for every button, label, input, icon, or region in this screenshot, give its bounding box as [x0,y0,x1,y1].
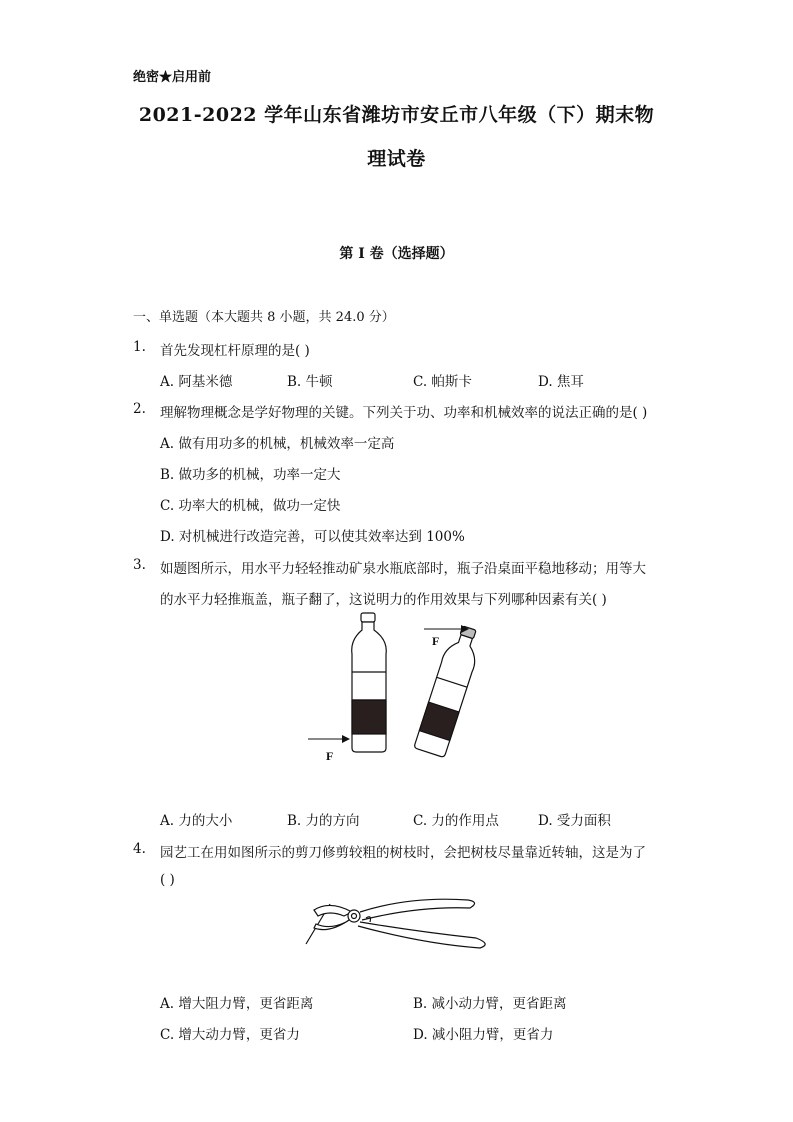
confidential-label: 绝密★启用前 [133,70,212,85]
question-4-number: 4. [133,841,146,857]
question-3-option-a: A. 力的大小 [160,813,233,829]
question-2-number: 2. [133,401,146,417]
question-2-option-c: C. 功率大的机械，做功一定快 [160,498,341,514]
question-1-option-d: D. 焦耳 [538,374,584,390]
question-2-text: 理解物理概念是学好物理的关键。下列关于功、功率和机械效率的说法正确的是( ) [160,405,648,421]
question-4-option-a: A. 增大阻力臂，更省距离 [160,996,314,1012]
question-4-text-line1: 园艺工在用如图所示的剪刀修剪较粗的树枝时，会把树枝尽量靠近转轴，这是为了 [160,845,646,861]
question-1-option-a: A. 阿基米德 [160,374,233,390]
question-3-option-d: D. 受力面积 [538,813,611,829]
question-3-text-line2: 的水平力轻推瓶盖，瓶子翻了，这说明力的作用效果与下列哪种因素有关( ) [160,592,607,608]
question-4-text-line2: ( ) [160,872,175,888]
question-3-text-line1: 如题图所示，用水平力轻轻推动矿泉水瓶底部时，瓶子沿桌面平稳地移动；用等大 [160,561,646,577]
force-label-top: F [432,634,440,648]
bottles-figure [300,610,510,770]
question-2-option-d: D. 对机械进行改造完善，可以使其效率达到 100% [160,529,465,545]
question-3-option-c: C. 力的作用点 [413,813,499,829]
question-3-number: 3. [133,557,146,573]
question-2-option-b: B. 做功多的机械，功率一定大 [160,467,341,483]
question-4-option-b: B. 减小动力臂，更省距离 [413,996,567,1012]
question-3-option-b: B. 力的方向 [287,813,360,829]
question-2-option-a: A. 做有用功多的机械，机械效率一定高 [160,436,395,452]
question-1-number: 1. [133,339,146,355]
pruning-shears-figure [300,892,495,957]
force-label-bottom: F [326,749,334,763]
question-4-option-d: D. 减小阻力臂，更省力 [413,1027,554,1043]
question-1-option-c: C. 帕斯卡 [413,374,472,390]
exam-title-line2: 理试卷 [367,148,426,170]
upright-bottle [352,613,387,752]
tilted-bottle [413,623,484,758]
exam-title-line1: 2021-2022 学年山东省潍坊市安丘市八年级（下）期末物 [138,104,655,126]
question-4-option-c: C. 增大动力臂，更省力 [160,1027,300,1043]
section-heading: 一、单选题（本大题共 8 小题，共 24.0 分） [133,310,395,325]
part-heading: 第 I 卷（选择题） [339,246,454,262]
question-1-text: 首先发现杠杆原理的是( ) [160,343,310,359]
question-1-option-b: B. 牛顿 [287,374,333,390]
